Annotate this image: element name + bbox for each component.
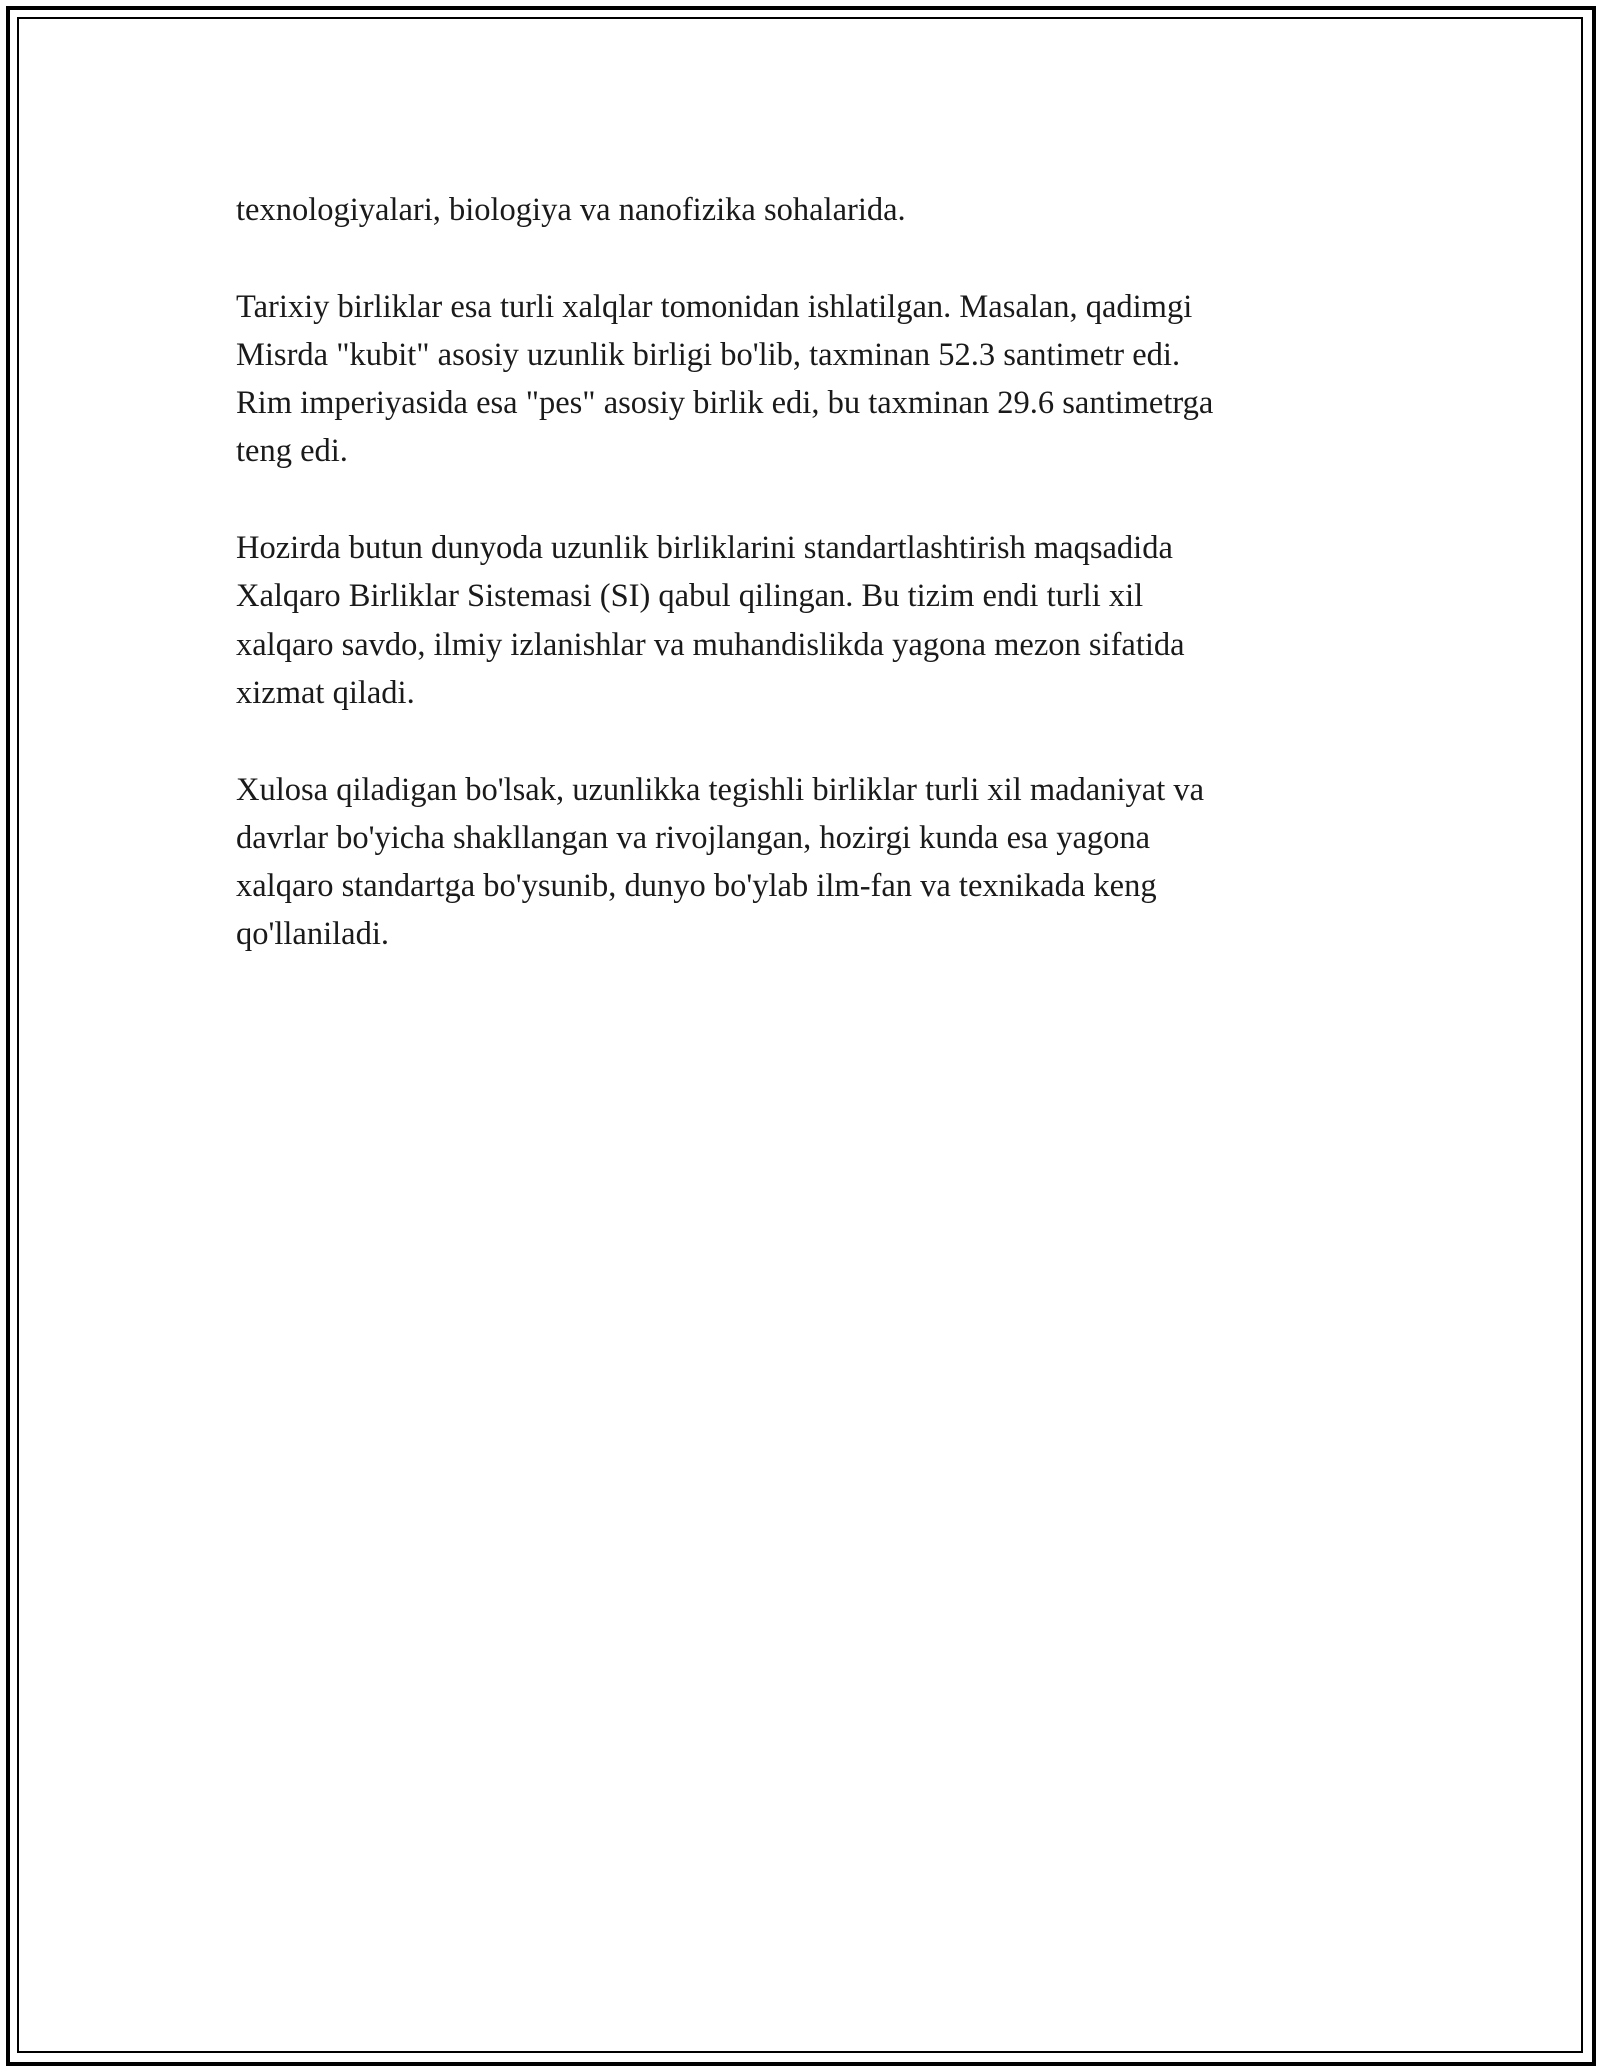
paragraph-historical-units: Tarixiy birliklar esa turli xalqlar tomonidan ishlatilgan. Masalan, qadimgi Misrda "kubit" asosiy uzunlik birligi bo'lib, taxminan 52.3 santimetr edi. Rim imperiyasida esa "pes" asosiy birlik edi, bu taxminan 29.6 santimetrga teng edi. xyxy=(236,288,1214,470)
document-body xyxy=(236,186,1366,1007)
paragraph-si-system: Hozirda butun dunyoda uzunlik birliklarini standartlashtirish maqsadida Xalqaro Birliklar Sistemasi (SI) qabul qilingan. Bu tizim endi turli xil xalqaro savdo, ilmiy izlanishlar va muhandislikda yagona mezon sifatida xizmat qiladi. xyxy=(236,530,1185,711)
paragraph-conclusion: Xulosa qiladigan bo'lsak, uzunlikka tegishli birliklar turli xil madaniyat va davrlar bo'yicha shakllangan va rivojlangan, hozirgi kunda esa yagona xalqaro standartga bo'ysunib, dunyo bo'ylab ilm-fan va texnikada keng qo'llaniladi. xyxy=(236,771,1205,953)
paragraph-continuation: texnologiyalari, biologiya va nanofizika sohalarida. xyxy=(236,192,906,228)
